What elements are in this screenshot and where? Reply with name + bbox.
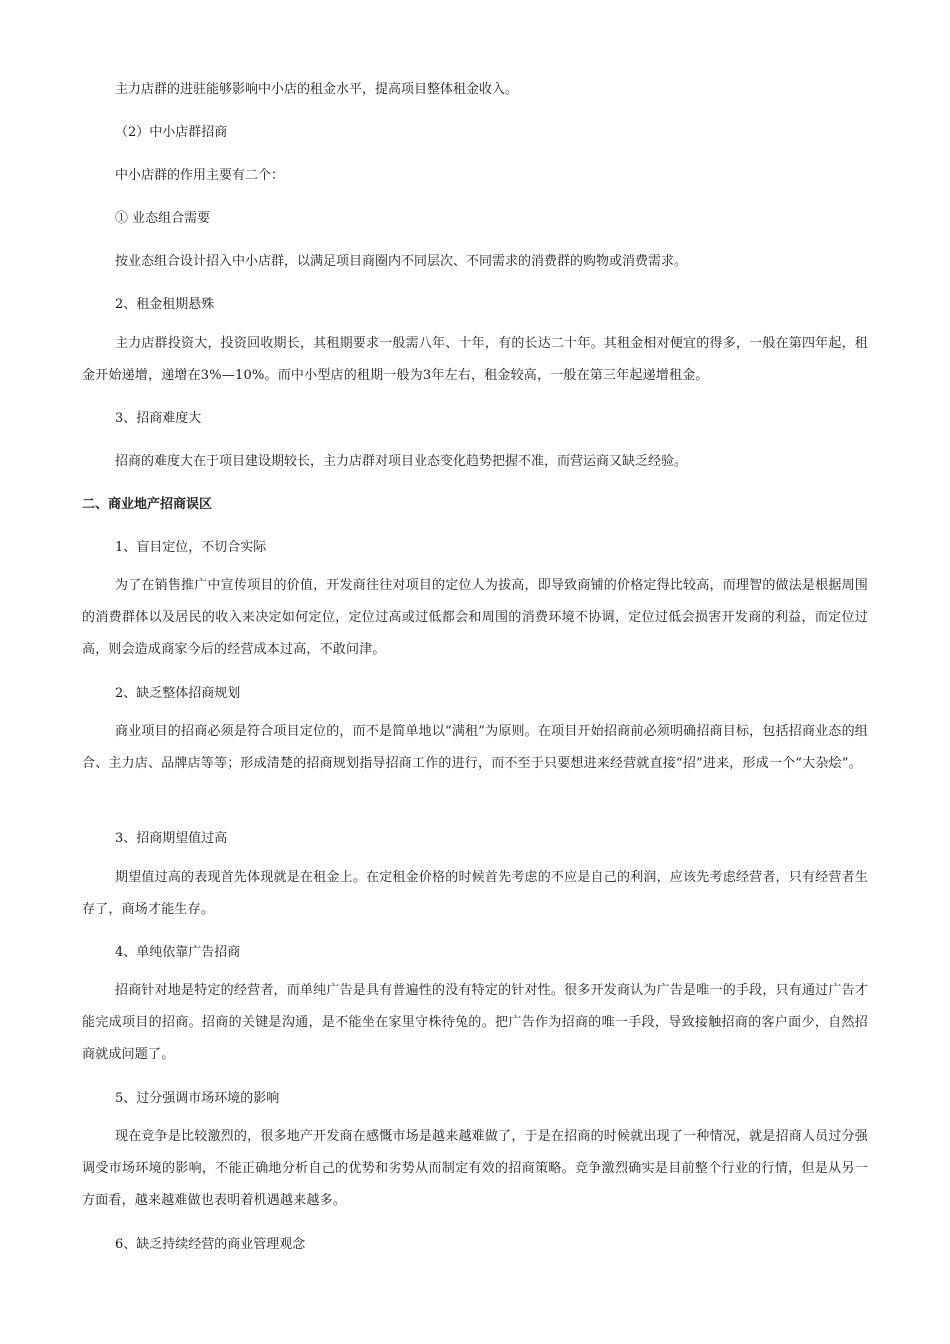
subheading-leasing-difficulty: 3、招商难度大 xyxy=(115,411,202,426)
paragraph-lack-of-planning: 商业项目的招商必须是符合项目定位的，而不是简单地以“满租”为原则。在项目开始招商前必须明确招商目标，包括招商业态的组合、主力店、品牌店等等；形成清楚的招商规划指导招商工作的进行，而不至于只要想进来经营就直接“招”进来，形成一个“大杂烩”。 xyxy=(82,724,868,771)
paragraph-blind-positioning: 为了在销售推广中宣传项目的价值，开发商往往对项目的定位人为拔高，即导致商铺的价格定得比较高，而理智的做法是根据周围的消费群体以及居民的收入来决定如何定位，定位过高或过低都会和周围的消费环境不协调，定位过低会损害开发商的利益，而定位过高，则会造成商家今后的经营成本过高，不敢问津。 xyxy=(82,578,868,657)
paragraph-rent-term-gap: 主力店群投资大，投资回收期长，其租期要求一般需八年、十年，有的长达二十年。其租金相对便宜的得多，一般在第四年起，租金开始递增，递增在3%—10%。而中小型店的租期一般为3年左右，租金较高，一般在第三年起递增租金。 xyxy=(82,336,868,383)
subheading-blind-positioning: 1、盲目定位，不切合实际 xyxy=(115,540,267,555)
paragraph-ad-only: 招商针对地是特定的经营者，而单纯广告是具有普遍性的没有特定的针对性。很多开发商认为广告是唯一的手段，只有通过广告才能完成项目的招商。招商的关键是沟通，是不能坐在家里守株待兔的。把广告作为招商的唯一手段，导致接触招商的客户面少，自然招商就成问题了。 xyxy=(82,983,868,1062)
section-title: 二、商业地产招商误区 xyxy=(82,497,213,512)
subheading-format-mix: ① 业态组合需要 xyxy=(115,211,211,226)
paragraph-market-environment: 现在竞争是比较激烈的，很多地产开发商在感慨市场是越来越难做了，于是在招商的时候就出现了一种情况，就是招商人员过分强调受市场环境的影响，不能正确地分析自己的优势和劣势从而制定有效的招商策略。竞争激烈确实是目前整个行业的行情，但是从另一方面看，越来越难做也表明着机遇越来越多。 xyxy=(82,1129,868,1208)
paragraph-leasing-difficulty: 招商的难度大在于项目建设期较长，主力店群对项目业态变化趋势把握不准，而营运商又缺乏经验。 xyxy=(115,454,688,469)
subheading-sustained-management: 6、缺乏持续经营的商业管理观念 xyxy=(115,1237,306,1252)
subheading-market-environment: 5、过分强调市场环境的影响 xyxy=(115,1091,280,1106)
paragraph-format-mix: 按业态组合设计招入中小店群，以满足项目商圈内不同层次、不同需求的消费群的购物或消费需求。 xyxy=(115,254,688,269)
subheading-high-expectations: 3、招商期望值过高 xyxy=(115,831,228,846)
subheading-ad-only: 4、单纯依靠广告招商 xyxy=(115,945,241,960)
paragraph-high-expectations: 期望值过高的表现首先体现就是在租金上。在定租金价格的时候首先考虑的不应是自己的利润，应该先考虑经营者，只有经营者生存了，商场才能生存。 xyxy=(82,870,868,917)
paragraph-anchor-rent: 主力店群的进驻能够影响中小店的租金水平，提高项目整体租金收入。 xyxy=(115,82,519,97)
subheading-rent-term-gap: 2、租金租期悬殊 xyxy=(115,297,215,312)
paragraph-small-store-roles: 中小店群的作用主要有二个： xyxy=(115,168,285,183)
subheading-small-store-leasing: （2）中小店群招商 xyxy=(115,125,228,140)
subheading-lack-of-planning: 2、缺乏整体招商规划 xyxy=(115,686,241,701)
